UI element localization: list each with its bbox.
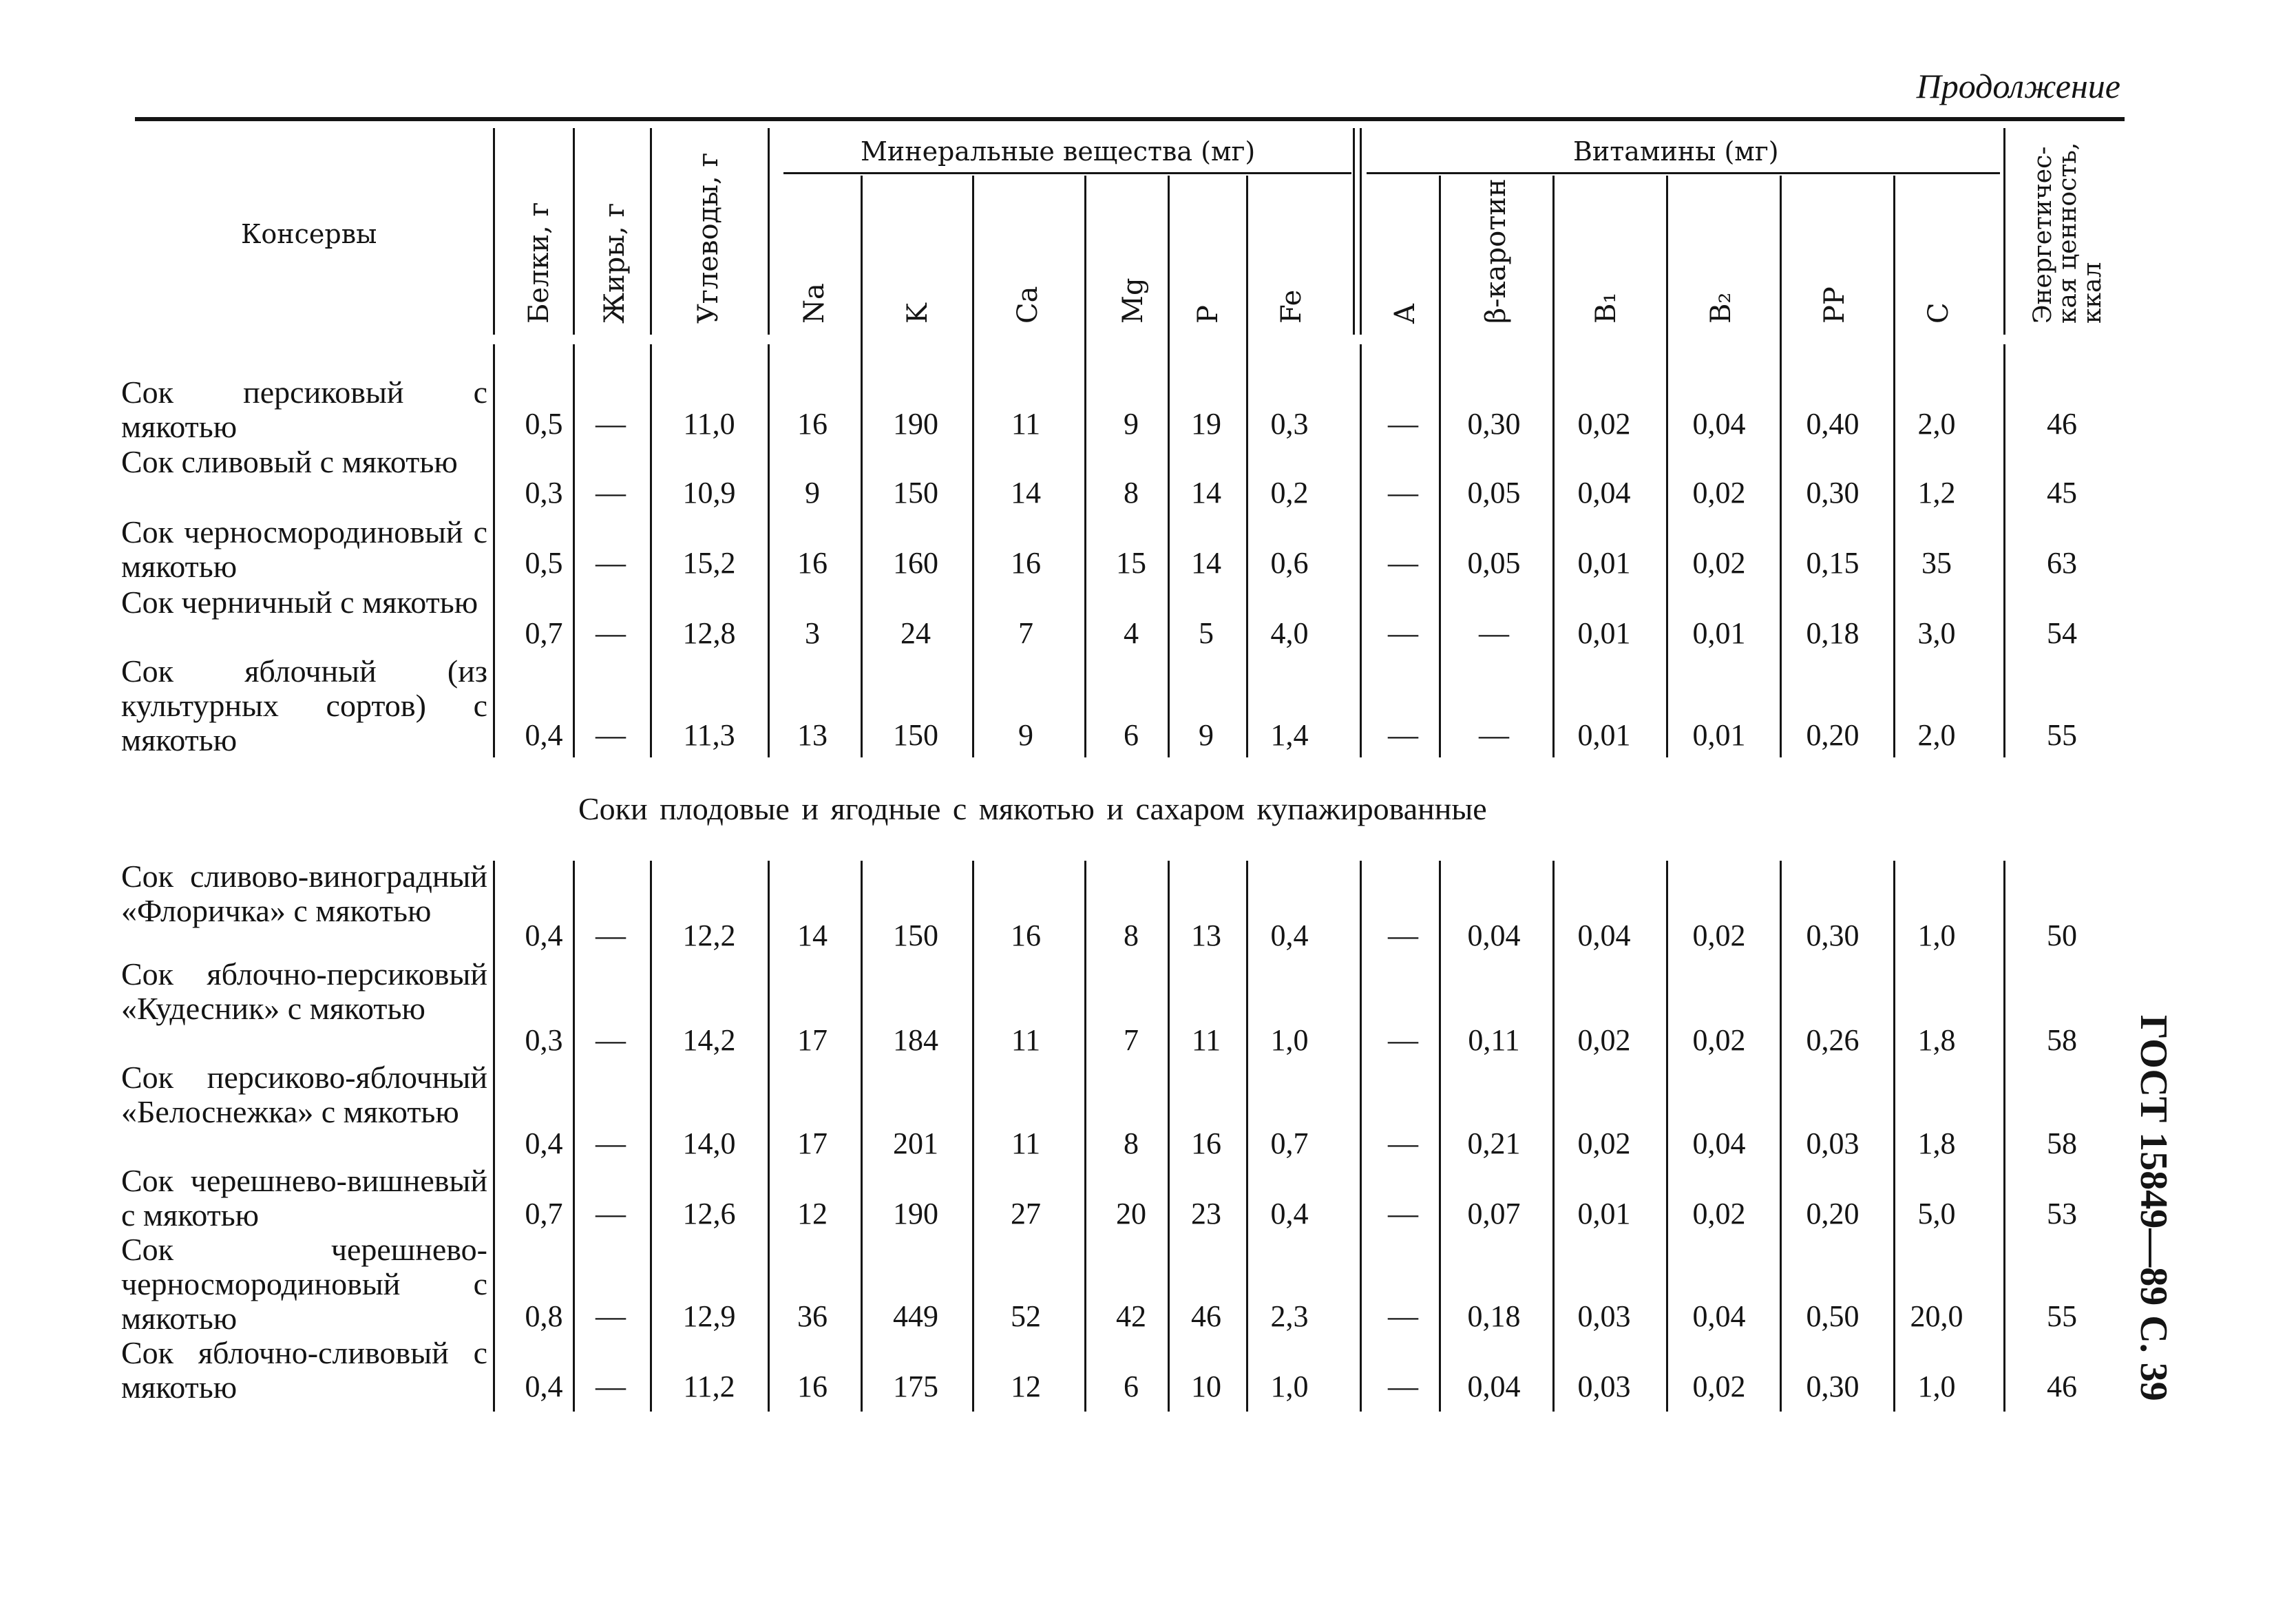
header-vitamin-1: β-каротин — [1480, 178, 1512, 324]
table-cell: 0,30 — [1467, 407, 1521, 441]
table-cell: 14 — [1011, 476, 1041, 510]
table-cell: 0,40 — [1806, 407, 1860, 441]
table-cell: 46 — [1191, 1299, 1221, 1333]
body-column-rule — [650, 344, 652, 757]
table-cell: 0,02 — [1577, 407, 1631, 441]
table-cell: 0,4 — [525, 919, 563, 952]
product-name: Сок сливово-виноградный «Флоричка» с мякотью — [121, 859, 487, 928]
table-cell: — — [596, 616, 626, 650]
table-cell: 0,30 — [1806, 476, 1860, 510]
table-cell: 20,0 — [1910, 1299, 1963, 1333]
table-cell: 0,02 — [1692, 1197, 1746, 1230]
table-cell: 0,4 — [525, 718, 563, 752]
table-cell: — — [596, 1370, 626, 1403]
table-cell: 27 — [1011, 1197, 1041, 1230]
table-cell: 1,0 — [1270, 1370, 1309, 1403]
body-column-rule — [972, 861, 974, 1412]
header-column-rule — [1360, 128, 1362, 335]
body-column-rule — [861, 861, 863, 1412]
table-cell: 0,04 — [1692, 1299, 1746, 1333]
header-column-rule — [2003, 128, 2005, 335]
table-cell: 12,2 — [682, 919, 736, 952]
body-column-rule — [1168, 861, 1170, 1412]
table-cell: 3 — [805, 616, 820, 650]
body-column-rule — [573, 344, 575, 757]
header-column-rule — [493, 128, 495, 335]
body-column-rule — [768, 344, 770, 757]
table-cell: 0,01 — [1577, 1197, 1631, 1230]
table-cell: 4 — [1124, 616, 1139, 650]
table-cell: 19 — [1191, 407, 1221, 441]
header-carbs: Углеводы, г — [693, 152, 724, 324]
table-cell: 150 — [893, 476, 938, 510]
table-cell: 52 — [1011, 1299, 1041, 1333]
header-vitamin-2: B₁ — [1590, 292, 1622, 324]
table-cell: 0,05 — [1467, 546, 1521, 580]
product-name: Сок яблочно-сливовый с мякотью — [121, 1335, 487, 1405]
table-cell: 1,0 — [1270, 1023, 1309, 1057]
header-mineral-3: Mg — [1117, 277, 1149, 324]
table-cell: 0,02 — [1577, 1023, 1631, 1057]
minerals-group-underline — [783, 172, 1351, 174]
table-cell: 11 — [1191, 1023, 1221, 1057]
table-cell: 0,03 — [1577, 1299, 1631, 1333]
table-cell: 0,5 — [525, 407, 563, 441]
table-cell: 12 — [797, 1197, 828, 1230]
table-cell: 0,11 — [1468, 1023, 1520, 1057]
table-cell: 0,02 — [1692, 546, 1746, 580]
body-column-rule — [1893, 344, 1895, 757]
table-cell: 11 — [1011, 1126, 1041, 1160]
table-cell: — — [1388, 546, 1418, 580]
body-column-rule — [1168, 344, 1170, 757]
header-column-rule — [650, 128, 652, 335]
table-cell: 201 — [893, 1126, 938, 1160]
body-column-rule — [573, 861, 575, 1412]
table-cell: 13 — [797, 718, 828, 752]
table-cell: 10,9 — [682, 476, 736, 510]
table-cell: 3,0 — [1917, 616, 1956, 650]
table-cell: — — [1479, 718, 1509, 752]
table-cell: 0,26 — [1806, 1023, 1860, 1057]
table-cell: 0,50 — [1806, 1299, 1860, 1333]
body-column-rule — [1893, 861, 1895, 1412]
table-cell: 50 — [2047, 919, 2077, 952]
product-name: Сок черносмородиновый с мякотью — [121, 514, 487, 584]
table-cell: 5 — [1199, 616, 1214, 650]
table-cell: 8 — [1124, 1126, 1139, 1160]
table-cell: 12,9 — [682, 1299, 736, 1333]
table-cell: 0,04 — [1577, 476, 1631, 510]
table-cell: 7 — [1124, 1023, 1139, 1057]
section-title: Соки плодовые и ягодные с мякотью и сахаром купажированные — [578, 791, 1487, 826]
table-cell: 0,01 — [1692, 718, 1746, 752]
table-cell: 14,2 — [682, 1023, 736, 1057]
product-name: Сок черешнево-вишневый с мякотью — [121, 1163, 487, 1233]
body-column-rule — [2003, 344, 2005, 757]
table-cell: 11,2 — [683, 1370, 735, 1403]
table-cell: 11 — [1011, 1023, 1041, 1057]
body-column-rule — [1360, 344, 1362, 757]
table-cell: 9 — [1124, 407, 1139, 441]
table-cell: 17 — [797, 1023, 828, 1057]
table-cell: 4,0 — [1270, 616, 1309, 650]
table-cell: 184 — [893, 1023, 938, 1057]
table-cell: 8 — [1124, 919, 1139, 952]
body-column-rule — [650, 861, 652, 1412]
header-mineral-0: Na — [799, 283, 830, 324]
table-cell: 0,4 — [1270, 919, 1309, 952]
header-vitamin-5: C — [1923, 302, 1955, 324]
body-column-rule — [1666, 344, 1668, 757]
table-cell: 150 — [893, 718, 938, 752]
table-cell: 1,0 — [1917, 919, 1956, 952]
table-cell: 8 — [1124, 476, 1139, 510]
table-cell: — — [1388, 476, 1418, 510]
table-cell: — — [1388, 1023, 1418, 1057]
table-cell: 0,4 — [1270, 1197, 1309, 1230]
table-cell: 0,2 — [1270, 476, 1309, 510]
body-column-rule — [1780, 344, 1782, 757]
table-cell: 11,3 — [683, 718, 735, 752]
table-cell: 58 — [2047, 1023, 2077, 1057]
product-name: Сок черничный с мякотью — [121, 585, 478, 620]
continuation-label: Продолжение — [1916, 67, 2120, 105]
table-cell: 58 — [2047, 1126, 2077, 1160]
header-product: Консервы — [241, 219, 377, 249]
table-cell: 0,15 — [1806, 546, 1860, 580]
table-cell: 0,30 — [1806, 1370, 1860, 1403]
table-cell: 0,20 — [1806, 1197, 1860, 1230]
table-cell: 9 — [1199, 718, 1214, 752]
table-cell: 0,5 — [525, 546, 563, 580]
table-cell: 160 — [893, 546, 938, 580]
table-cell: — — [1388, 1197, 1418, 1230]
table-cell: 14,0 — [682, 1126, 736, 1160]
table-cell: 23 — [1191, 1197, 1221, 1230]
table-cell: — — [1388, 919, 1418, 952]
table-cell: 0,7 — [525, 616, 563, 650]
table-cell: — — [596, 476, 626, 510]
table-cell: 0,04 — [1467, 919, 1521, 952]
table-cell: 0,02 — [1692, 919, 1746, 952]
table-cell: 0,07 — [1467, 1197, 1521, 1230]
table-cell: 449 — [893, 1299, 938, 1333]
table-cell: 0,02 — [1692, 1023, 1746, 1057]
header-minerals-group: Минеральные вещества (мг) — [861, 136, 1256, 167]
table-cell: 7 — [1018, 616, 1033, 650]
table-cell: 6 — [1124, 1370, 1139, 1403]
table-cell: 0,01 — [1577, 616, 1631, 650]
table-cell: 0,21 — [1467, 1126, 1521, 1160]
table-cell: 1,4 — [1270, 718, 1309, 752]
header-energy: Энергетичес- кая ценность, ккал — [2029, 142, 2107, 324]
table-cell: 14 — [1191, 546, 1221, 580]
table-cell: 0,3 — [1270, 407, 1309, 441]
table-cell: 0,02 — [1577, 1126, 1631, 1160]
table-cell: 63 — [2047, 546, 2077, 580]
header-mineral-5: Fe — [1276, 289, 1307, 324]
side-label: ГОСТ 15849—89 С. 39 — [2132, 1015, 2175, 1401]
table-cell: 16 — [1191, 1126, 1221, 1160]
table-cell: 16 — [797, 546, 828, 580]
table-cell: 0,18 — [1806, 616, 1860, 650]
table-cell: 14 — [797, 919, 828, 952]
table-cell: 0,20 — [1806, 718, 1860, 752]
table-cell: 10 — [1191, 1370, 1221, 1403]
table-cell: 0,04 — [1577, 919, 1631, 952]
table-cell: — — [596, 919, 626, 952]
body-column-rule — [1360, 861, 1362, 1412]
header-column-rule — [573, 128, 575, 335]
body-column-rule — [493, 344, 495, 757]
table-cell: 150 — [893, 919, 938, 952]
table-cell: 0,04 — [1692, 1126, 1746, 1160]
table-cell: 0,01 — [1577, 546, 1631, 580]
table-cell: 13 — [1191, 919, 1221, 952]
table-cell: 5,0 — [1917, 1197, 1956, 1230]
table-cell: — — [596, 546, 626, 580]
table-cell: 0,05 — [1467, 476, 1521, 510]
table-cell: 16 — [1011, 919, 1041, 952]
table-cell: 0,6 — [1270, 546, 1309, 580]
body-column-rule — [1552, 861, 1555, 1412]
table-cell: 0,4 — [525, 1126, 563, 1160]
table-cell: 0,03 — [1806, 1126, 1860, 1160]
table-cell: 0,03 — [1577, 1370, 1631, 1403]
table-cell: 0,04 — [1467, 1370, 1521, 1403]
table-cell: — — [1388, 1370, 1418, 1403]
table-cell: — — [1388, 1299, 1418, 1333]
header-vitamin-0: A — [1389, 304, 1421, 324]
table-cell: 12,6 — [682, 1197, 736, 1230]
table-cell: — — [1479, 616, 1509, 650]
table-cell: 12 — [1011, 1370, 1041, 1403]
table-cell: 55 — [2047, 718, 2077, 752]
table-cell: 2,3 — [1270, 1299, 1309, 1333]
body-column-rule — [1439, 344, 1441, 757]
table-cell: 46 — [2047, 1370, 2077, 1403]
header-column-rule — [768, 128, 770, 335]
table-cell: — — [1388, 407, 1418, 441]
table-cell: — — [596, 407, 626, 441]
header-mineral-2: Ca — [1012, 286, 1044, 324]
table-cell: 0,01 — [1577, 718, 1631, 752]
table-cell: 42 — [1116, 1299, 1146, 1333]
table-cell: 0,3 — [525, 1023, 563, 1057]
body-column-rule — [1666, 861, 1668, 1412]
table-cell: 14 — [1191, 476, 1221, 510]
table-cell: 175 — [893, 1370, 938, 1403]
table-cell: 11,0 — [683, 407, 735, 441]
body-column-rule — [1552, 344, 1555, 757]
table-cell: 0,01 — [1692, 616, 1746, 650]
table-cell: — — [596, 1197, 626, 1230]
product-name: Сок персиковый с мякотью — [121, 375, 487, 444]
body-column-rule — [2003, 861, 2005, 1412]
body-column-rule — [493, 861, 495, 1412]
table-cell: 45 — [2047, 476, 2077, 510]
body-column-rule — [972, 344, 974, 757]
table-cell: 1,2 — [1917, 476, 1956, 510]
table-cell: 24 — [901, 616, 931, 650]
table-cell: — — [1388, 718, 1418, 752]
header-mineral-4: P — [1192, 305, 1224, 324]
body-column-rule — [1780, 861, 1782, 1412]
table-cell: 16 — [1011, 546, 1041, 580]
table-cell: 2,0 — [1917, 718, 1956, 752]
table-cell: 0,04 — [1692, 407, 1746, 441]
table-cell: 2,0 — [1917, 407, 1956, 441]
table-cell: 16 — [797, 407, 828, 441]
header-vitamin-4: PP — [1819, 286, 1851, 324]
product-name: Сок черешнево-черносмородиновый с мякотью — [121, 1232, 487, 1336]
header-vitamin-3: B₂ — [1705, 292, 1737, 324]
table-cell: 20 — [1116, 1197, 1146, 1230]
table-cell: 0,18 — [1467, 1299, 1521, 1333]
table-cell: 0,30 — [1806, 919, 1860, 952]
table-cell: 0,4 — [525, 1370, 563, 1403]
table-cell: 6 — [1124, 718, 1139, 752]
table-cell: 46 — [2047, 407, 2077, 441]
body-column-rule — [861, 344, 863, 757]
header-vitamins-group: Витамины (мг) — [1573, 136, 1779, 167]
table-cell: 15 — [1116, 546, 1146, 580]
table-cell: 11 — [1011, 407, 1041, 441]
table-top-rule — [135, 117, 2125, 121]
table-cell: — — [596, 1299, 626, 1333]
table-cell: 9 — [1018, 718, 1033, 752]
header-column-rule — [1353, 128, 1355, 335]
vitamins-group-underline — [1367, 172, 2000, 174]
table-cell: 54 — [2047, 616, 2077, 650]
table-cell: 190 — [893, 407, 938, 441]
table-cell: 1,8 — [1917, 1126, 1956, 1160]
body-column-rule — [1246, 344, 1248, 757]
table-cell: 0,02 — [1692, 476, 1746, 510]
table-cell: — — [596, 1023, 626, 1057]
table-cell: 1,8 — [1917, 1023, 1956, 1057]
product-name: Сок яблочно-персиковый «Кудесник» с мякотью — [121, 956, 487, 1026]
header-protein: Белки, г — [523, 202, 555, 324]
body-column-rule — [768, 861, 770, 1412]
table-cell: 9 — [805, 476, 820, 510]
table-cell: 1,0 — [1917, 1370, 1956, 1403]
product-name: Сок яблочный (из культурных сортов) с мякотью — [121, 653, 487, 757]
table-cell: 0,02 — [1692, 1370, 1746, 1403]
table-cell: 0,8 — [525, 1299, 563, 1333]
product-name: Сок сливовый с мякотью — [121, 444, 458, 479]
header-fat: Жиры, г — [599, 202, 631, 324]
table-cell: 55 — [2047, 1299, 2077, 1333]
table-cell: 190 — [893, 1197, 938, 1230]
table-cell: 17 — [797, 1126, 828, 1160]
header-mineral-1: K — [902, 303, 934, 324]
table-cell: 0,3 — [525, 476, 563, 510]
table-cell: — — [1388, 616, 1418, 650]
table-cell: 15,2 — [682, 546, 736, 580]
product-name: Сок персиково-яблочный «Белоснежка» с мякотью — [121, 1060, 487, 1129]
table-cell: — — [1388, 1126, 1418, 1160]
table-cell: 35 — [1921, 546, 1952, 580]
body-column-rule — [1084, 344, 1086, 757]
table-cell: 16 — [797, 1370, 828, 1403]
table-cell: 53 — [2047, 1197, 2077, 1230]
table-cell: 12,8 — [682, 616, 736, 650]
table-cell: — — [596, 1126, 626, 1160]
table-cell: 0,7 — [525, 1197, 563, 1230]
body-column-rule — [1084, 861, 1086, 1412]
body-column-rule — [1439, 861, 1441, 1412]
body-column-rule — [1246, 861, 1248, 1412]
table-cell: 36 — [797, 1299, 828, 1333]
table-cell: 0,7 — [1270, 1126, 1309, 1160]
table-cell: — — [596, 718, 626, 752]
